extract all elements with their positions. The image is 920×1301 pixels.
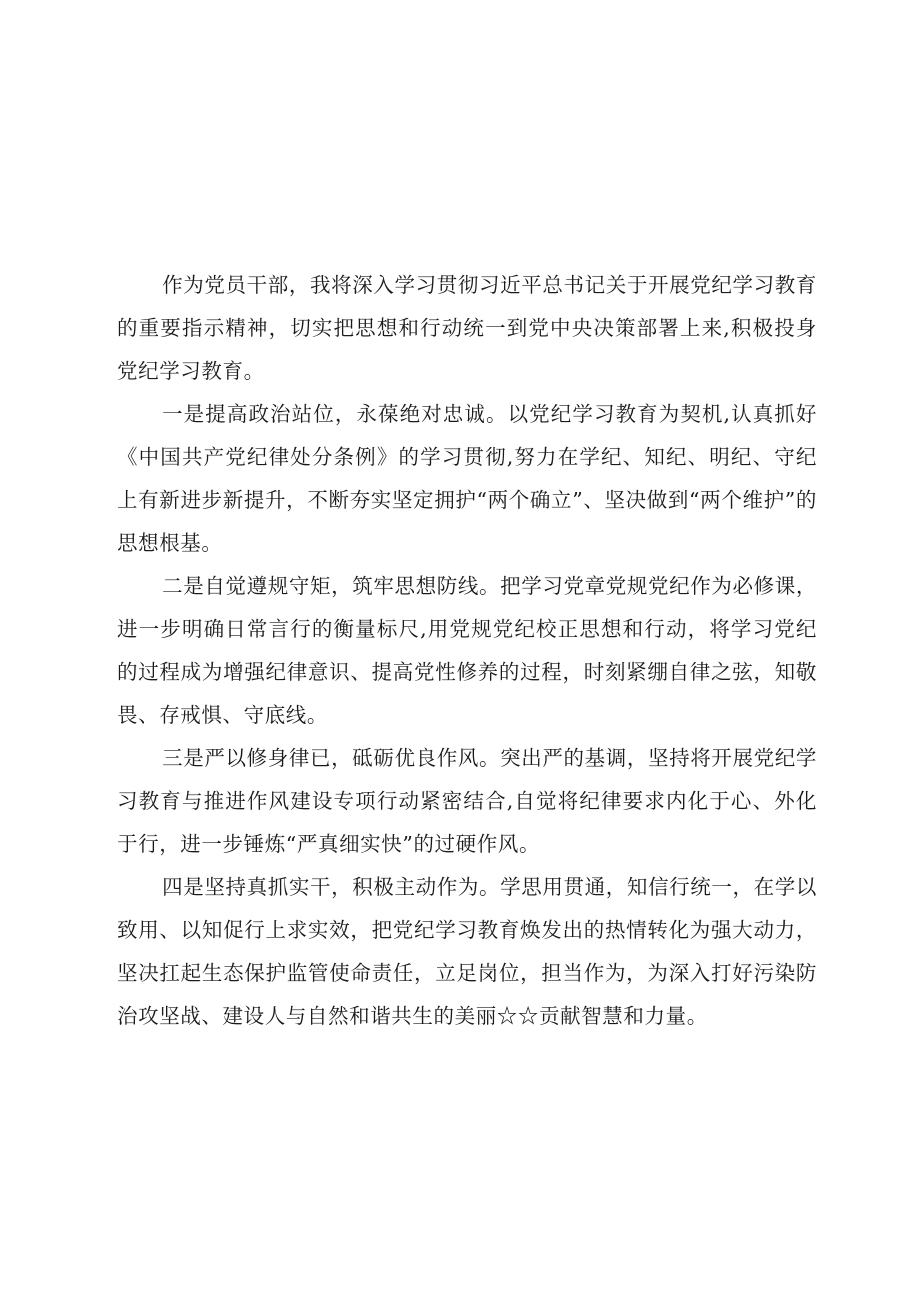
paragraph-point-one: 一是提高政治站位，永葆绝对忠诚。以党纪学习教育为契机,认真抓好《中国共产党纪律处分条例》的学习贯彻,努力在学纪、知纪、明纪、守纪上有新进步新提升，不断夯实坚定拥护“两个确立”、坚决做到“两个维护”的思想根基。 bbox=[117, 402, 817, 555]
paragraph-point-three: 三是严以修身律已，砥砺优良作风。突出严的基调，坚持将开展党纪学习教育与推进作风建设专项行动紧密结合,自觉将纪律要求内化于心、外化于行，进一步锤炼“严真细实快”的过硬作风。 bbox=[117, 746, 817, 856]
document-body bbox=[117, 264, 817, 1038]
paragraph-intro: 作为党员干部，我将深入学习贯彻习近平总书记关于开展党纪学习教育的重要指示精神，切实把思想和行动统一到党中央决策部署上来,积极投身党纪学习教育。 bbox=[117, 273, 817, 383]
paragraph-point-four: 四是坚持真抓实干，积极主动作为。学思用贯通，知信行统一，在学以致用、以知促行上求实效，把党纪学习教育焕发出的热情转化为强大动力，坚决扛起生态保护监管使命责任，立足岗位，担当作为，为深入打好污染防治攻坚战、建设人与自然和谐共生的美丽☆☆贡献智慧和力量。 bbox=[117, 875, 817, 1028]
paragraph-point-two: 二是自觉遵规守矩，筑牢思想防线。把学习党章党规党纪作为必修课，进一步明确日常言行的衡量标尺,用党规党纪校正思想和行动，将学习党纪的过程成为增强纪律意识、提高党性修养的过程，时刻紧绷自律之弦，知敬畏、存戒惧、守底线。 bbox=[117, 574, 817, 727]
